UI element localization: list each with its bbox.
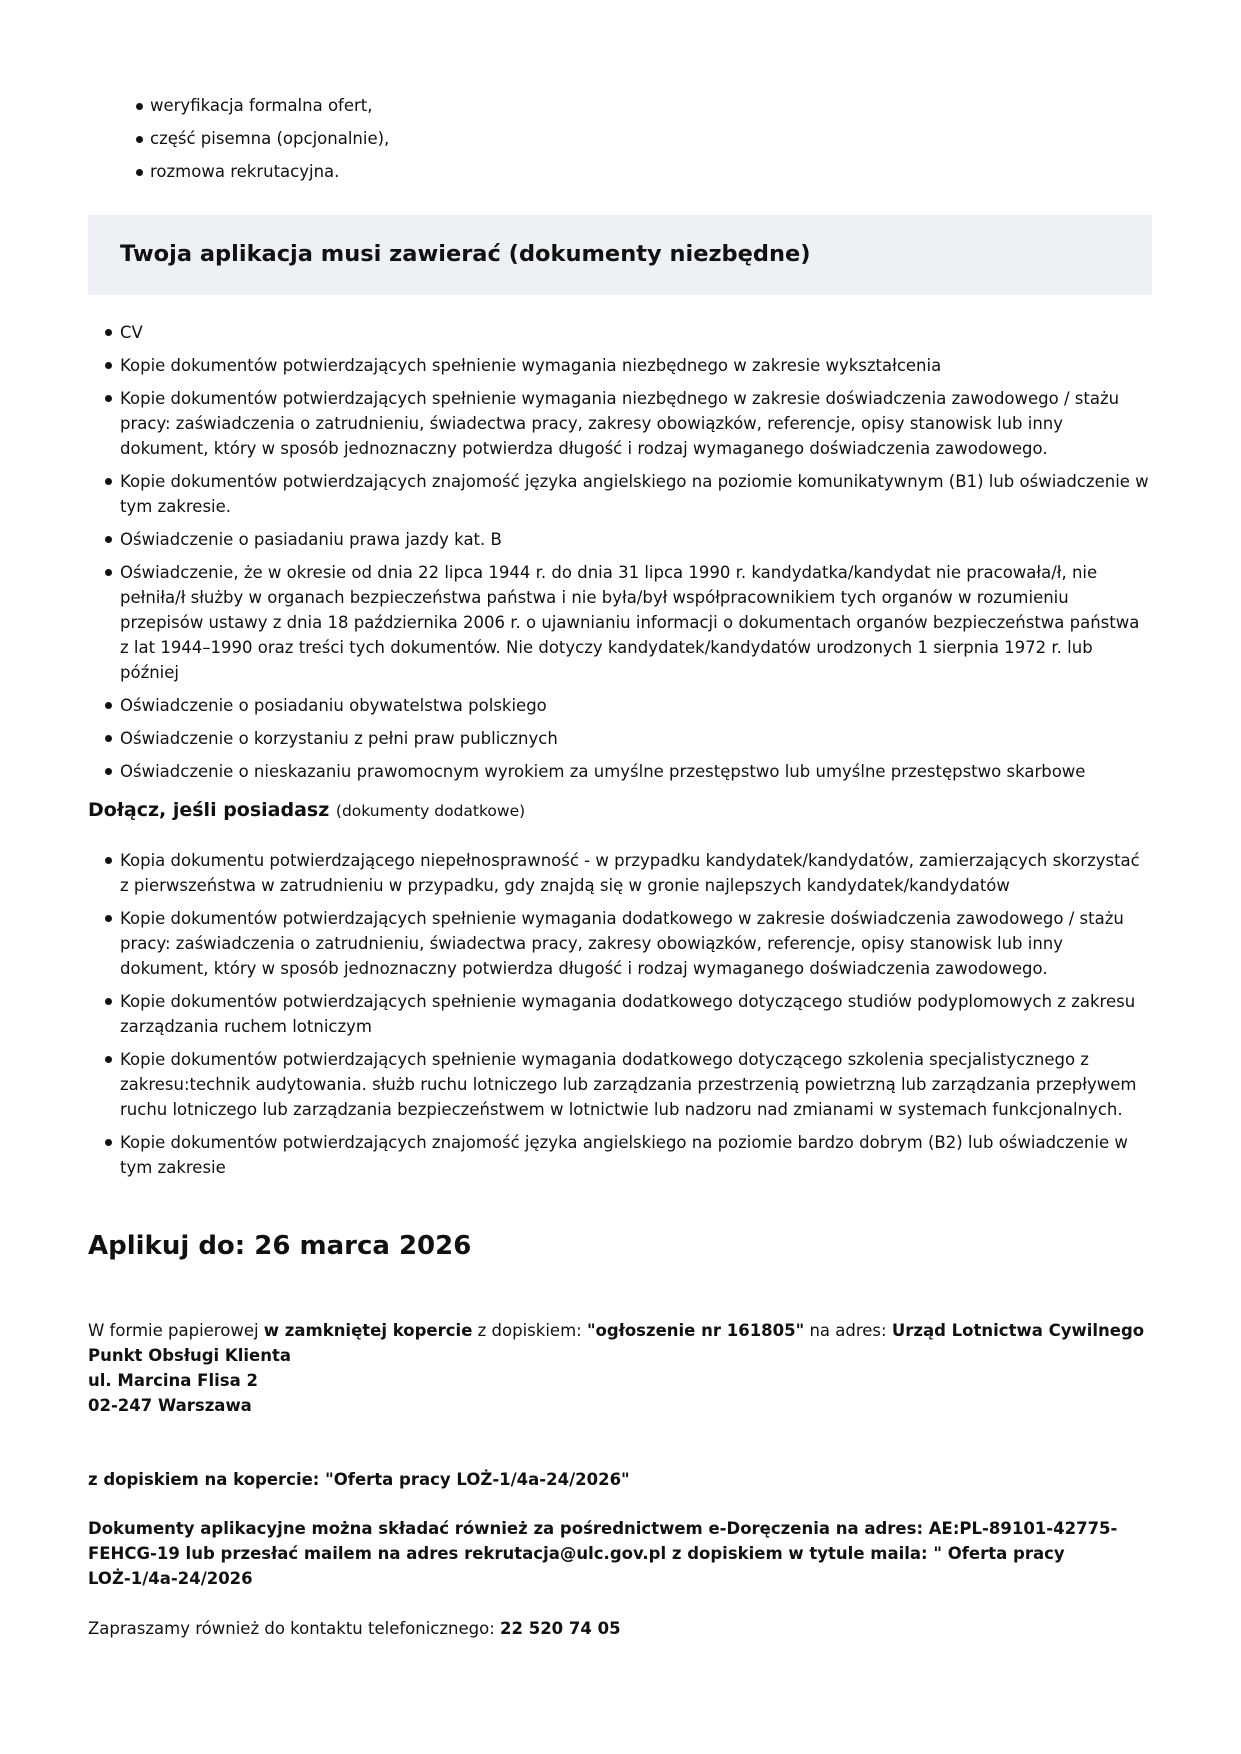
address-line: ul. Marcina Flisa 2 bbox=[88, 1371, 258, 1390]
list-item: Kopie dokumentów potwierdzających spełnienie wymagania dodatkowego w zakresie doświadczenia zawodowego / stażu pracy: zaświadczenia o zatrudnieniu, świadectwa pracy, zakresy obowiązków, referencje, opisy stanowisk lub inny dokument, który w sposób jednoznaczny potwierdza długość i rodzaj wymaganego doświadczenia zawodowego. bbox=[120, 906, 1150, 981]
recipient-name: Urząd Lotnictwa Cywilnego bbox=[891, 1321, 1145, 1340]
bullet-icon bbox=[105, 915, 112, 922]
list-item: Oświadczenie o korzystaniu z pełni praw publicznych bbox=[120, 726, 1150, 751]
application-deadline: Aplikuj do: 26 marca 2026 bbox=[88, 1231, 472, 1261]
bullet-icon bbox=[136, 103, 143, 110]
list-item: Kopie dokumentów potwierdzających znajomość języka angielskiego na poziomie bardzo dobrym (B2) lub oświadczenie w tym zakresie bbox=[120, 1130, 1150, 1180]
required-documents-list bbox=[120, 320, 1150, 792]
address-line: Punkt Obsługi Klienta bbox=[88, 1346, 291, 1365]
address-line: 02-247 Warszawa bbox=[88, 1396, 252, 1415]
list-item: Kopia dokumentu potwierdzającego niepełnosprawność - w przypadku kandydatek/kandydatów, zamierzających skorzystać z pierwszeństwa w zatrudnieniu w przypadku, gdy znajdą się w gronie najlepszych kandydatek/kandydatów bbox=[120, 848, 1150, 898]
bullet-icon bbox=[105, 478, 112, 485]
list-item: rozmowa rekrutacyjna. bbox=[150, 159, 389, 192]
bullet-icon bbox=[105, 536, 112, 543]
section-title: Twoja aplikacja musi zawierać (dokumenty niezbędne) bbox=[120, 241, 811, 267]
bullet-icon bbox=[136, 169, 143, 176]
list-item: weryfikacja formalna ofert, bbox=[150, 93, 389, 126]
list-item: Oświadczenie o nieskazaniu prawomocnym wyrokiem za umyślne przestępstwo lub umyślne przestępstwo skarbowe bbox=[120, 759, 1150, 784]
paper-application-info: W formie papierowej w zamkniętej kopercie z dopiskiem: "ogłoszenie nr 161805" na adres: Urząd Lotnictwa Cywilnego Punkt Obsługi Klienta ul. Marcina Flisa 2 02-247 Warszawa bbox=[88, 1321, 1145, 1415]
bullet-icon bbox=[105, 1139, 112, 1146]
electronic-application-info: Dokumenty aplikacyjne można składać również za pośrednictwem e-Doręczenia na adres: AE:PL-89101-42775-FEHCG-19 lub przesłać mailem na adres rekrutacja@ulc.gov.pl z dopiskiem w tytule maila: " Oferta pracy LOŻ-1/4a-24/2026 bbox=[88, 1519, 1118, 1588]
list-item: Kopie dokumentów potwierdzających znajomość języka angielskiego na poziomie komunikatywnym (B1) lub oświadczenie w tym zakresie. bbox=[120, 469, 1150, 519]
bullet-icon bbox=[105, 395, 112, 402]
optional-documents-heading: Dołącz, jeśli posiadasz (dokumenty dodatkowe) bbox=[88, 799, 526, 821]
list-item: Kopie dokumentów potwierdzających spełnienie wymagania niezbędnego w zakresie wykształcenia bbox=[120, 353, 1150, 378]
list-item: Kopie dokumentów potwierdzających spełnienie wymagania dodatkowego dotyczącego szkolenia specjalistycznego z zakresu:technik audytowania. służb ruchu lotniczego lub zarządzania przestrzenią powietrzną lub zarządzania przepływem ruchu lotniczego lub zarządzania bezpieczeństwem w lotnictwie lub nadzoru nad zmianami w systemach funkcjonalnych. bbox=[120, 1047, 1150, 1122]
list-item: Oświadczenie o posiadaniu obywatelstwa polskiego bbox=[120, 693, 1150, 718]
phone-number: 22 520 74 05 bbox=[500, 1619, 621, 1638]
bullet-icon bbox=[105, 768, 112, 775]
bullet-icon bbox=[105, 329, 112, 336]
list-item: część pisemna (opcjonalnie), bbox=[150, 126, 389, 159]
list-item: Kopie dokumentów potwierdzających spełnienie wymagania dodatkowego dotyczącego studiów podyplomowych z zakresu zarządzania ruchem lotniczym bbox=[120, 989, 1150, 1039]
bullet-icon bbox=[105, 735, 112, 742]
bullet-icon bbox=[105, 702, 112, 709]
bullet-icon bbox=[105, 1056, 112, 1063]
optional-documents-list bbox=[120, 848, 1150, 1188]
bullet-icon bbox=[105, 362, 112, 369]
list-item: Kopie dokumentów potwierdzających spełnienie wymagania niezbędnego w zakresie doświadczenia zawodowego / stażu pracy: zaświadczenia o zatrudnieniu, świadectwa pracy, zakresy obowiązków, referencje, opisy stanowisk lub inny dokument, który w sposób jednoznaczny potwierdza długość i rodzaj wymaganego doświadczenia zawodowego. bbox=[120, 386, 1150, 461]
envelope-note: z dopiskiem na kopercie: "Oferta pracy LOŻ-1/4a-24/2026" bbox=[88, 1470, 630, 1489]
list-item: CV bbox=[120, 320, 1150, 345]
required-documents-header bbox=[88, 215, 1152, 295]
bullet-icon bbox=[105, 569, 112, 576]
list-item: Oświadczenie o pasiadaniu prawa jazdy kat. B bbox=[120, 527, 1150, 552]
bullet-icon bbox=[136, 136, 143, 143]
bullet-icon bbox=[105, 998, 112, 1005]
phone-contact: Zapraszamy również do kontaktu telefonicznego: 22 520 74 05 bbox=[88, 1619, 621, 1638]
list-item: Oświadczenie, że w okresie od dnia 22 lipca 1944 r. do dnia 31 lipca 1990 r. kandydatka/kandydat nie pracowała/ł, nie pełniła/ł służby w organach bezpieczeństwa państwa i nie była/był współpracownikiem tych organów w rozumieniu przepisów ustawy z dnia 18 października 2006 r. o ujawnianiu informacji o dokumentach organów bezpieczeństwa państwa z lat 1944–1990 oraz treści tych dokumentów. Nie dotyczy kandydatek/kandydatów urodzonych 1 sierpnia 1972 r. lub później bbox=[120, 560, 1150, 685]
bullet-icon bbox=[105, 857, 112, 864]
recruitment-steps-list bbox=[150, 93, 389, 192]
